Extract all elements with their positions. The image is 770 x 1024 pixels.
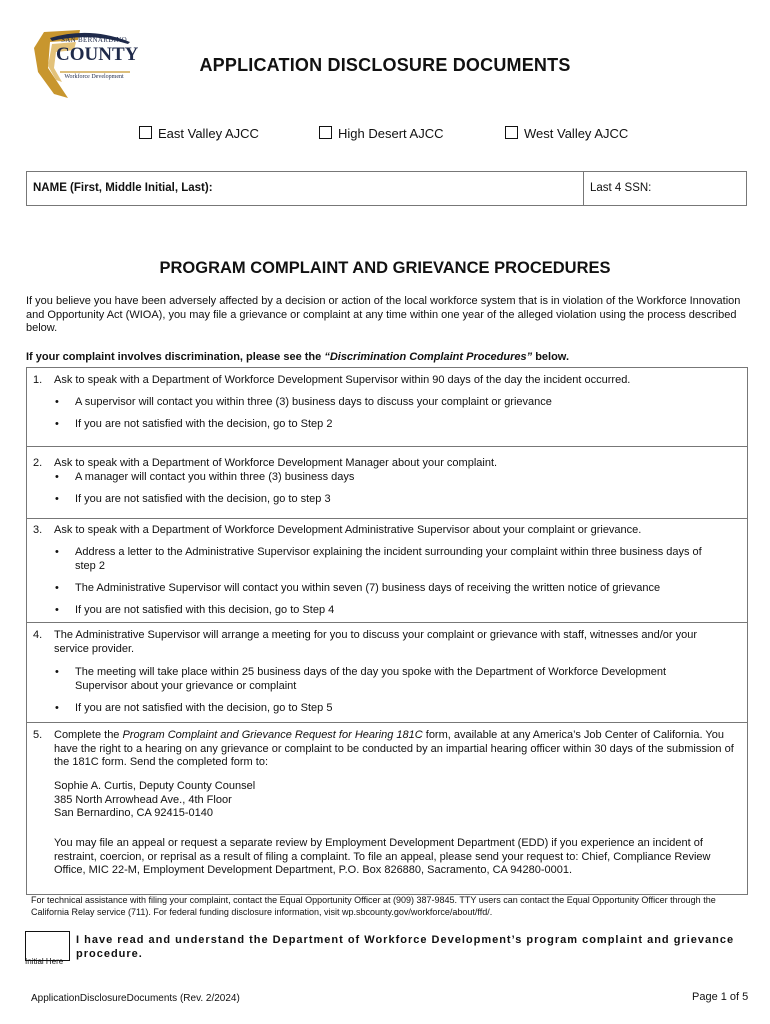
steps-box [26, 367, 748, 895]
step-bullet: If you are not satisfied with the decision, go to step 3 [75, 493, 331, 505]
checkbox[interactable] [319, 126, 332, 139]
ssn-field[interactable]: Last 4 SSN: [590, 182, 652, 194]
bullet-icon: • [55, 546, 59, 558]
box-divider [583, 172, 584, 205]
location-label: High Desert AJCC [338, 126, 444, 141]
step-5 [27, 722, 747, 895]
form-name: Program Complaint and Grievance Request for Hearing 181C [122, 729, 423, 741]
step-text: Ask to speak with a Department of Workforce Development Administrative Supervisor about your complaint or grievance. [54, 524, 642, 536]
section-title: PROGRAM COMPLAINT AND GRIEVANCE PROCEDURES [159, 259, 611, 277]
note-text: If your complaint involves discrimination, please see the [26, 351, 325, 363]
bullet-icon: • [55, 582, 59, 594]
step-bullet: If you are not satisfied with the decision, go to Step 5 [75, 702, 333, 714]
initial-label: Initial Here [25, 957, 64, 966]
checkbox[interactable] [139, 126, 152, 139]
bullet-icon: • [55, 418, 59, 430]
bullet-icon: • [55, 702, 59, 714]
bullet-icon: • [55, 396, 59, 408]
step-bullet: A supervisor will contact you within three (3) business days to discuss your complaint or grievance [75, 396, 552, 408]
logo-line2: COUNTY [56, 44, 139, 65]
page-number: Page 1 of 5 [692, 991, 749, 1003]
step-text: The Administrative Supervisor will arrange a meeting for you to discuss your complaint or grievance with staff, witnesses and/or your service provider. [54, 629, 697, 655]
bullet-icon: • [55, 666, 59, 678]
step-number: 3. [33, 524, 43, 536]
name-field[interactable]: NAME (First, Middle Initial, Last): [33, 182, 213, 194]
location-option-high-desert[interactable] [319, 126, 443, 141]
location-label: West Valley AJCC [524, 126, 629, 141]
document-title: APPLICATION DISCLOSURE DOCUMENTS [199, 55, 571, 75]
step-1 [27, 368, 747, 446]
step-bullet: If you are not satisfied with the decision, go to Step 2 [75, 418, 333, 430]
step-bullet: Address a letter to the Administrative Supervisor explaining the incident surrounding your complaint within three business days of step 2 [75, 546, 702, 572]
location-label: East Valley AJCC [158, 126, 259, 141]
step-number: 5. [33, 729, 43, 741]
note-text-end: below. [532, 351, 570, 363]
step-text-end: form, available at any America’s Job Center of California. You have the right to a hearing on any grievance or complaint to be conducted by an impartial hearing officer within 30 days of the submission of the 181C form. Send the completed form to: [54, 729, 734, 768]
mailing-address [54, 780, 734, 821]
step-text [54, 729, 734, 770]
address-line: 385 North Arrowhead Ave., 4th Floor [54, 793, 232, 806]
bullet-icon: • [55, 471, 59, 483]
logo-line1: SAN BERNARDINO [61, 36, 127, 44]
name-ssn-box [26, 171, 747, 206]
step-number: 2. [33, 457, 43, 469]
step-bullet: The Administrative Supervisor will contact you within seven (7) business days of receiving the written notice of grievance [75, 582, 661, 594]
step-number: 1. [33, 374, 43, 386]
step-2 [27, 446, 747, 519]
step-3 [27, 518, 747, 623]
intro-paragraph: If you believe you have been adversely affected by a decision or action of the local workforce system that is in violation of the Workforce Innovation and Opportunity Act (WIOA), you may file a grievance or complaint at any time within one year of the alleged violation using the process described below. [26, 295, 741, 334]
location-option-west-valley[interactable] [505, 126, 628, 141]
bullet-icon: • [55, 604, 59, 616]
footer-doc-id: ApplicationDisclosureDocuments (Rev. 2/2024) [31, 993, 240, 1004]
discrimination-note [26, 351, 746, 363]
address-line: Sophie A. Curtis, Deputy County Counsel [54, 780, 256, 792]
step-bullet: The meeting will take place within 25 business days of the day you spoke with the Department of Workforce Development Supervisor about your grievance or complaint [75, 666, 667, 692]
checkbox[interactable] [505, 126, 518, 139]
step-bullet: A manager will contact you within three (3) business days [75, 471, 355, 483]
technical-assistance-note: For technical assistance with filing your complaint, contact the Equal Opportunity Officer at (909) 387-9845. TTY users can contact the Equal Opportunity Officer through the California Relay service (711). For federal funding disclosure information, visit wp.sbcounty.gov/workforce/about/ffd/. [31, 895, 716, 917]
step-bullet: If you are not satisfied with this decision, go to Step 4 [75, 604, 335, 616]
step-text: Ask to speak with a Department of Workforce Development Supervisor within 90 days of the day the incident occurred. [54, 374, 631, 386]
step-4 [27, 622, 747, 723]
appeal-paragraph: You may file an appeal or request a separate review by Employment Development Department (EDD) if you experience an incident of restraint, coercion, or reprisal as a result of filing a complaint. To file an appeal, please send your request to: Chief, Compliance Review Office, MIC 22-M, Employment Development Department, P.O. Box 826880, Sacramento, CA 94280-0001. [54, 837, 711, 876]
logo-line3: Workforce Development [64, 74, 124, 80]
note-emphasis: “Discrimination Complaint Procedures” [324, 351, 533, 363]
bullet-icon: • [55, 493, 59, 505]
acknowledgement-text: I have read and understand the Department of Workforce Development’s program complaint and grievance procedure. [76, 934, 735, 960]
step-text-start: Complete the [54, 729, 123, 741]
location-option-east-valley[interactable] [139, 126, 259, 141]
step-number: 4. [33, 629, 43, 641]
step-text: Ask to speak with a Department of Workforce Development Manager about your complaint. [54, 457, 498, 469]
address-line: San Bernardino, CA 92415-0140 [54, 807, 214, 819]
